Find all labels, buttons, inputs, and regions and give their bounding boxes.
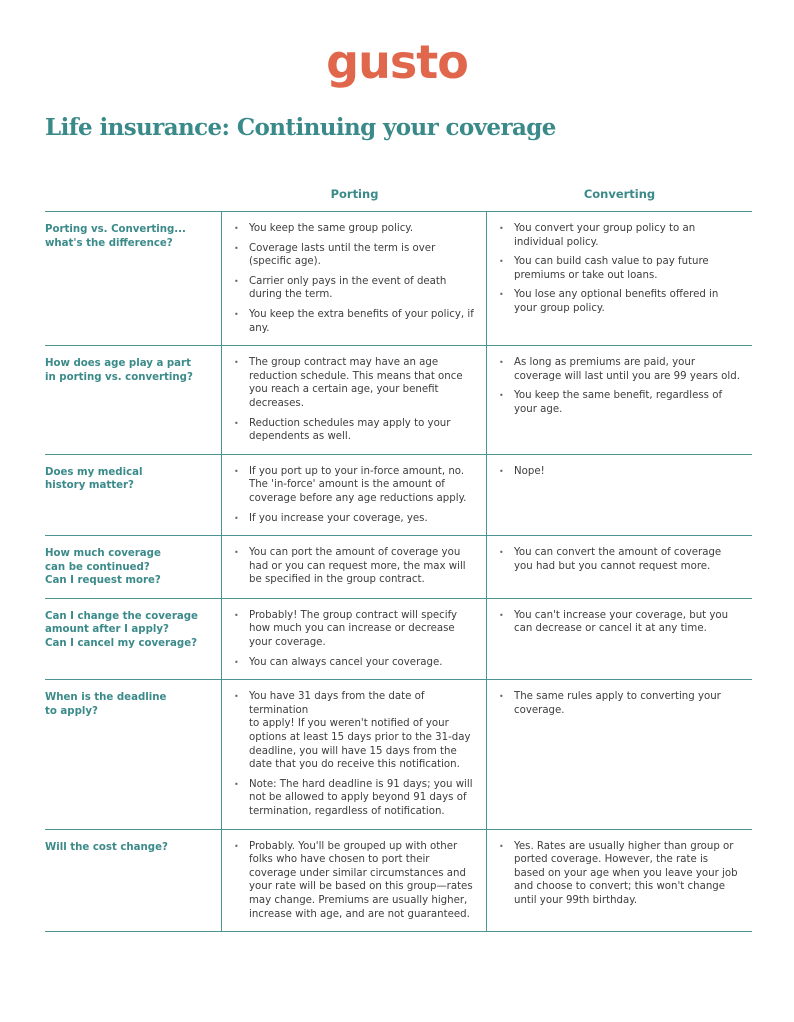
porting-cell bbox=[222, 680, 487, 828]
list-item: • The same rules apply to converting your coverage. bbox=[499, 690, 742, 717]
list-item: • The group contract may have an age reduction schedule. This means that once you reach a certain age, your benefit decreases. bbox=[234, 356, 476, 410]
list-item: • If you increase your coverage, yes. bbox=[234, 512, 476, 526]
list-item: • You can always cancel your coverage. bbox=[234, 656, 476, 670]
list-item: • Note: The hard deadline is 91 days; you will not be allowed to apply beyond 91 days of termination, regardless of notification. bbox=[234, 778, 476, 819]
list-item: • You can convert the amount of coverage you had but you cannot request more. bbox=[499, 546, 742, 573]
column-header-converting: Converting bbox=[583, 187, 656, 201]
list-item: • You keep the extra benefits of your policy, if any. bbox=[234, 308, 476, 335]
list-item: • Nope! bbox=[499, 465, 742, 479]
porting-cell bbox=[222, 599, 487, 679]
table-row bbox=[45, 598, 752, 679]
table-row bbox=[45, 829, 752, 933]
list-item: • Reduction schedules may apply to your dependents as well. bbox=[234, 417, 476, 444]
list-item: • You keep the same group policy. bbox=[234, 222, 476, 236]
porting-cell bbox=[222, 536, 487, 598]
porting-cell bbox=[222, 830, 487, 932]
porting-cell bbox=[222, 212, 487, 345]
list-item: • Probably. You'll be grouped up with other folks who have chosen to port their coverage under similar circumstances and your rate will be based on this group—rates may change. Premiums are usually higher, increase with age, and are not guaranteed. bbox=[234, 840, 476, 922]
list-item: • You have 31 days from the date of termination to apply! If you weren't notified of your options at least 15 days prior to the 31-day deadline, you will have 15 days from the date that you do receive this notification. bbox=[234, 690, 476, 772]
list-item: • Probably! The group contract will specify how much you can increase or decrease your coverage. bbox=[234, 609, 476, 650]
row-question: Porting vs. Converting... what's the difference? bbox=[45, 212, 222, 345]
converting-cell bbox=[487, 455, 752, 535]
list-item: • You can port the amount of coverage you had or you can request more, the max will be specified in the group contract. bbox=[234, 546, 476, 587]
porting-cell bbox=[222, 455, 487, 535]
comparison-table bbox=[45, 211, 752, 932]
converting-cell bbox=[487, 830, 752, 932]
row-question: Does my medical history matter? bbox=[45, 455, 222, 535]
gusto-logo: gusto bbox=[326, 35, 468, 89]
list-item: • You can build cash value to pay future premiums or take out loans. bbox=[499, 255, 742, 282]
column-header-porting: Porting bbox=[330, 187, 379, 201]
table-row bbox=[45, 454, 752, 535]
converting-cell bbox=[487, 346, 752, 454]
converting-cell bbox=[487, 599, 752, 679]
page-title: Life insurance: Continuing your coverage bbox=[45, 114, 556, 141]
list-item: • As long as premiums are paid, your coverage will last until you are 99 years old. bbox=[499, 356, 742, 383]
list-item: • Yes. Rates are usually higher than group or ported coverage. However, the rate is based on your age when you leave your job and choose to convert; this won't change until your 99th birthday. bbox=[499, 840, 742, 908]
row-question: How does age play a part in porting vs. converting? bbox=[45, 346, 222, 454]
table-row bbox=[45, 345, 752, 454]
table-row bbox=[45, 211, 752, 345]
row-question: Can I change the coverage amount after I apply? Can I cancel my coverage? bbox=[45, 599, 222, 679]
porting-cell bbox=[222, 346, 487, 454]
list-item: • Coverage lasts until the term is over (specific age). bbox=[234, 242, 476, 269]
table-row bbox=[45, 535, 752, 598]
table-row bbox=[45, 679, 752, 828]
converting-cell bbox=[487, 212, 752, 345]
list-item: • You convert your group policy to an individual policy. bbox=[499, 222, 742, 249]
list-item: • Carrier only pays in the event of death during the term. bbox=[234, 275, 476, 302]
list-item: • You can't increase your coverage, but you can decrease or cancel it at any time. bbox=[499, 609, 742, 636]
converting-cell bbox=[487, 536, 752, 598]
list-item: • If you port up to your in-force amount, no. The 'in-force' amount is the amount of coverage before any age reductions apply. bbox=[234, 465, 476, 506]
row-question: Will the cost change? bbox=[45, 830, 222, 932]
converting-cell bbox=[487, 680, 752, 828]
row-question: When is the deadline to apply? bbox=[45, 680, 222, 828]
list-item: • You lose any optional benefits offered in your group policy. bbox=[499, 288, 742, 315]
list-item: • You keep the same benefit, regardless of your age. bbox=[499, 389, 742, 416]
row-question: How much coverage can be continued? Can I request more? bbox=[45, 536, 222, 598]
